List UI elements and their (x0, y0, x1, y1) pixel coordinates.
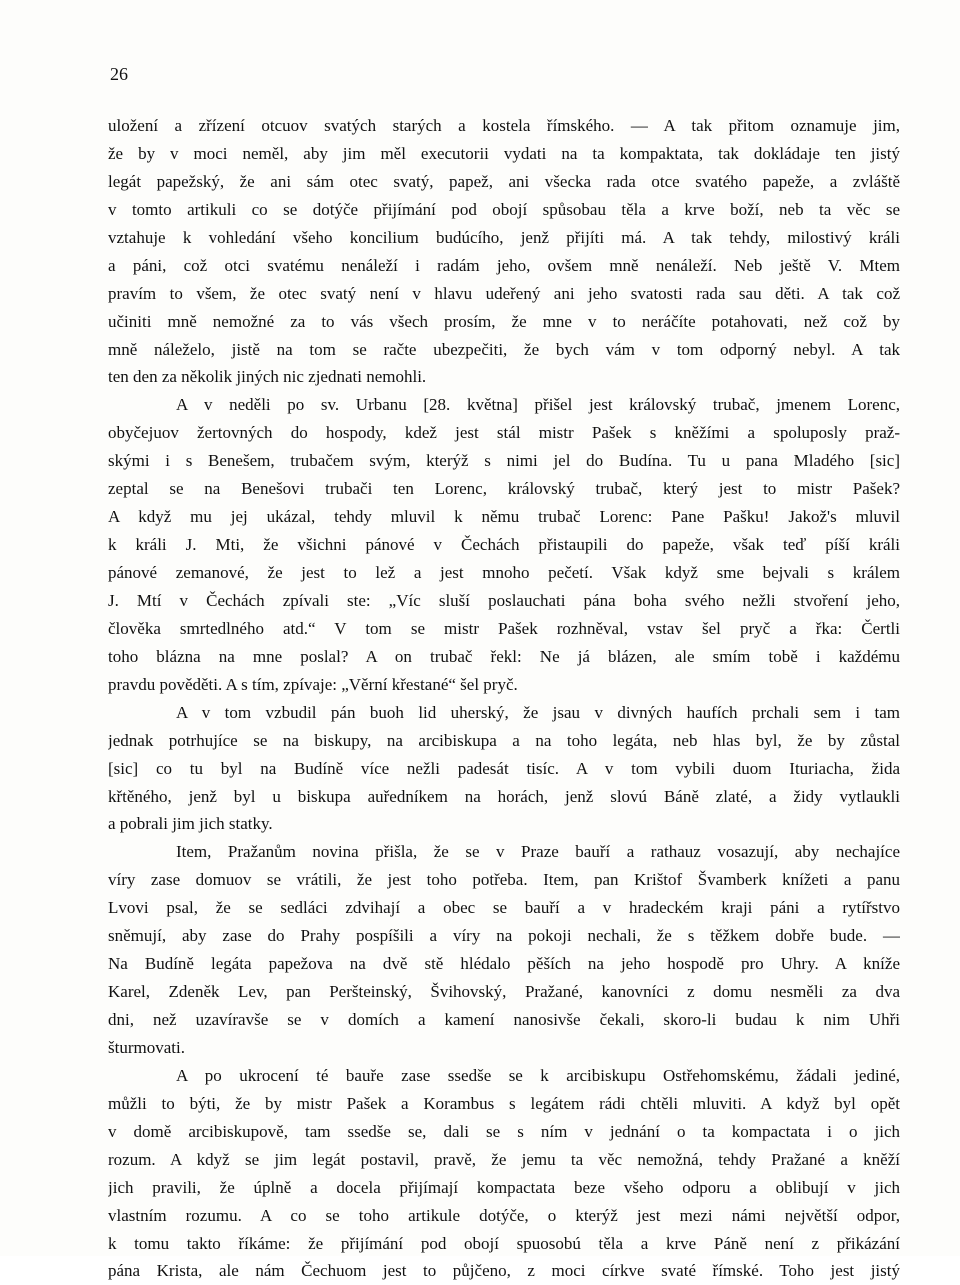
text-line: sněmují, aby zase do Prahy pospíšili a víry na pokoji nechali, že s těžkem dobře bude. — (108, 926, 900, 946)
text-line: v domě arcibiskupově, tam ssedše se, dali se s ním v jednání o ta kompactata i o jich (108, 1121, 900, 1141)
text-line: jich pravili, že úplně a docela přijímají kompactata beze všeho odporu a oblibují v jich (108, 1177, 900, 1197)
text-line: A v neděli po sv. Urbanu [28. května] přišel jest královský trubač, jmenem Lorenc, (176, 395, 900, 415)
text-line: obyčejuov žertovných do hospody, kdež jest stál mistr Pašek s kněžími a spoluposly praž- (108, 423, 900, 443)
text-line: vztahuje k vohledání všeho koncilium budúcího, jenž přijíti má. A tak tehdy, milostivý králi (108, 227, 900, 247)
text-line: v tomto artikuli co se dotýče přijímání pod obojí spůsobau těla a krve boží, neb ta věc se (108, 199, 900, 219)
text-line: J. Mtí v Čechách zpívali ste: „Víc sluší poslauchati pána boha svého nežli stvoření jeho, (108, 590, 900, 610)
text-line: Item, Pražanům novina přišla, že se v Praze bauří a rathauz vosazují, aby nechajíce (176, 842, 900, 862)
text-line: a pobrali jim jich statky. (108, 814, 273, 834)
text-line: zeptal se na Benešovi trubači ten Lorenc, královský trubač, který jest to mistr Pašek? (108, 479, 900, 499)
text-line: člověka smrtedlného atd.“ V tom se mistr Pašek rozhněval, vstav šel pryč a řka: Čertli (108, 618, 900, 638)
text-line: ten den za několik jiných nic zjednati nemohli. (108, 367, 427, 387)
text-line: A když mu jej ukázal, tehdy mluvil k němu trubač Lorenc: Pane Pašku! Jakož's mluvil (108, 507, 900, 527)
text-line: víry zase domuov se vrátili, že jest toho potřeba. Item, pan Krištof Švamberk knížeti a panu (108, 870, 900, 890)
text-line: rozum. A když se jim legát postavil, pravě, že jemu ta věc nemožná, tehdy Pražané a kněží (108, 1149, 900, 1169)
text-line: křtěného, jenž byl u biskupa auředníkem na horách, jenž slovú Báně zlaté, a židy vytlaukli (108, 786, 900, 806)
text-line: Karel, Zdeněk Lev, pan Peršteinský, Švihovský, Pražané, kanovníci z domu nesměli za dva (108, 982, 900, 1002)
text-line: pravím to všem, že otec svatý není v hlavu udeřený ani jeho svatosti rada sau děti. A tak což (108, 283, 900, 303)
text-line: uložení a zřízení otcuov svatých starých a kostela římského. — A tak přitom oznamuje jim, (108, 116, 900, 135)
text-line: učiniti mně nemožné za to vás všech prosím, že mne v to neráčíte potahovati, než což by (108, 311, 900, 331)
text-body (108, 112, 900, 1285)
text-line: [sic] co tu byl na Budíně více nežli padesát tisíc. A v tom vybili duom Ituriacha, žida (108, 758, 900, 778)
text-line: k králi J. Mti, že všichni pánové v Čechách přistaupili do papeže, však teď píší králi (108, 535, 900, 555)
text-line: legát papežský, že ani sám otec svatý, papež, ani všecka rada otce svatého papeže, a zvláště (108, 171, 900, 191)
text-line: že by v moci neměl, aby jim měl executorii vydati na ta kompaktata, tak dokládaje ten jistý (108, 143, 900, 163)
text-line: A v tom vzbudil pán buoh lid uherský, že jsau v divných haufích prchali sem i tam (176, 702, 900, 722)
text-line: mně náleželo, jistě na tom se račte ubezpečiti, že bych vám v tom odporný nebyl. A tak (108, 339, 900, 359)
text-line: A po ukrocení té bauře zase ssedše se k arcibiskupu Ostřehomskému, žádali jediné, (176, 1065, 900, 1085)
text-line: k tomu takto říkáme: že přijímání pod obojí spuosobú těla a krve Páně není z přikázání (108, 1233, 900, 1253)
text-line: pána Krista, ale nám Čechuom jest to půjčeno, z moci církve svaté římské. Toho jest jistý (108, 1261, 900, 1281)
text-line: skými i s Benešem, trubačem svým, kterýž s nimi jel do Budína. Tu u pana Mladého [sic] (108, 451, 900, 471)
page-number: 26 (110, 64, 128, 84)
text-line: Lvovi psal, že se sedláci zdvihají a obec se bauří a v hradeckém kraji páni a rytířstvo (108, 898, 900, 918)
text-line: můžli to býti, že by mistr Pašek a Korambus s legátem rádi chtěli mluviti. A když byl opět (108, 1093, 900, 1113)
text-line: dni, než uzavíravše se v domích a kamení nanosivše čekali, skoro-li budau k nim Uhři (108, 1010, 900, 1029)
text-line: šturmovati. (108, 1037, 185, 1057)
text-line: vlastním rozumu. A co se toho artikule dotýče, o kterýž jest mezi námi největší odpor, (108, 1205, 900, 1225)
text-line: jednak potrhujíce se na biskupy, na arcibiskupa a na toho legáta, neb hlas byl, že by zůstal (108, 730, 900, 750)
text-line: pravdu pověděti. A s tím, zpívaje: „Věrní křestané“ šel pryč. (108, 674, 518, 694)
text-line: Na Budíně legáta papežova na dvě stě hlédalo pěších na jeho hospodě pro Uhry. A kníže (108, 954, 900, 974)
text-line: pánové zemanové, že jest to lež a jest mnoho pečetí. Však když sme bejvali s králem (108, 563, 900, 582)
text-line: a páni, což otci svatému nenáleží i radám jeho, ovšem mně nenáleží. Neb ještě V. Mtem (108, 255, 900, 275)
text-line: toho blázna na mne poslal? A on trubač řekl: Ne já blázen, ale smím tobě i každému (108, 646, 900, 666)
